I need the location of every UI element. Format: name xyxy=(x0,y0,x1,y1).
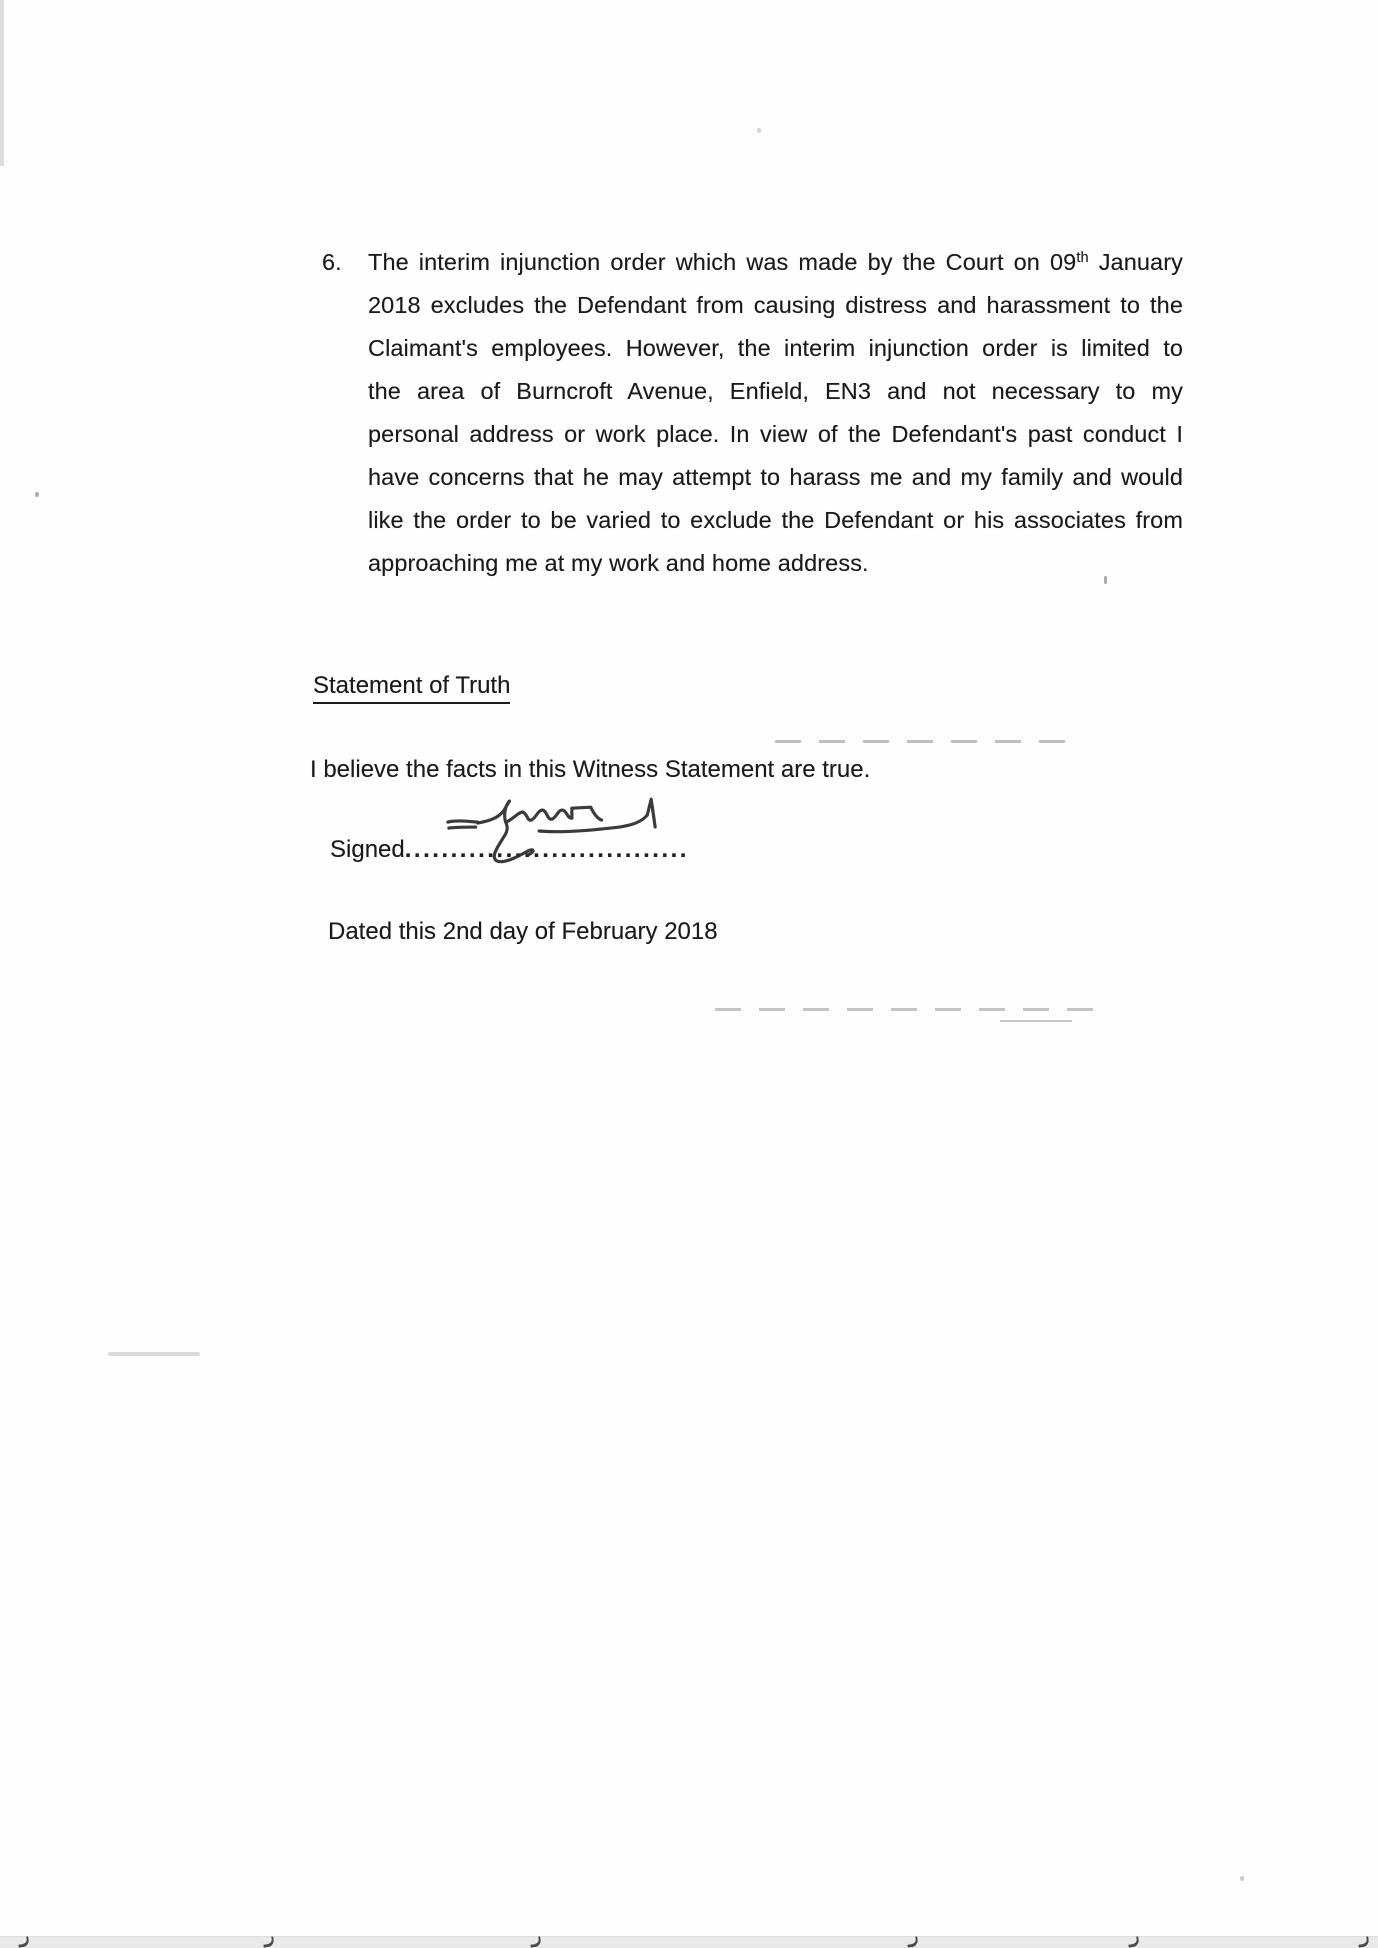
scan-speck xyxy=(35,492,39,497)
scan-artifact-dashes xyxy=(1000,1020,1072,1022)
paragraph-line: have concerns that he may attempt to harass me and my family and would xyxy=(368,464,1183,490)
scan-bottom-edge xyxy=(0,1936,1378,1948)
dated-line: Dated this 2nd day of February 2018 xyxy=(328,918,718,945)
belief-statement: I believe the facts in this Witness Statement are true. xyxy=(310,756,871,783)
signed-label: Signed xyxy=(330,836,405,863)
scan-speck xyxy=(757,128,761,133)
signature-dotted-line: ............................... xyxy=(404,836,689,863)
scan-artifact-smudge xyxy=(108,1352,200,1356)
scan-artifact-dashes xyxy=(775,740,1075,743)
paragraph-line: The interim injunction order which was made by the Court on 09th January xyxy=(368,249,1184,275)
paragraph-line: personal address or work place. In view of the Defendant's past conduct I xyxy=(368,421,1183,447)
paragraph-line: like the order to be varied to exclude the Defendant or his associates from xyxy=(368,507,1183,533)
scan-speck xyxy=(1104,576,1107,584)
statement-of-truth-heading: Statement of Truth xyxy=(313,672,510,704)
paragraph-6-lines xyxy=(368,241,1183,585)
paragraph-6 xyxy=(322,241,1183,585)
handwritten-signature-icon xyxy=(436,789,674,873)
scan-artifact-dashes xyxy=(715,1008,1100,1011)
scan-speck xyxy=(1240,1876,1244,1881)
paragraph-line: Claimant's employees. However, the interim injunction order is limited to xyxy=(368,335,1183,361)
scan-edge-artifact xyxy=(0,0,4,166)
paragraph-line: 2018 excludes the Defendant from causing distress and harassment to the xyxy=(368,292,1183,318)
paragraph-line: approaching me at my work and home address. xyxy=(368,550,869,576)
paragraph-line: the area of Burncroft Avenue, Enfield, EN3 and not necessary to my xyxy=(368,378,1183,404)
paragraph-number: 6. xyxy=(322,249,342,275)
